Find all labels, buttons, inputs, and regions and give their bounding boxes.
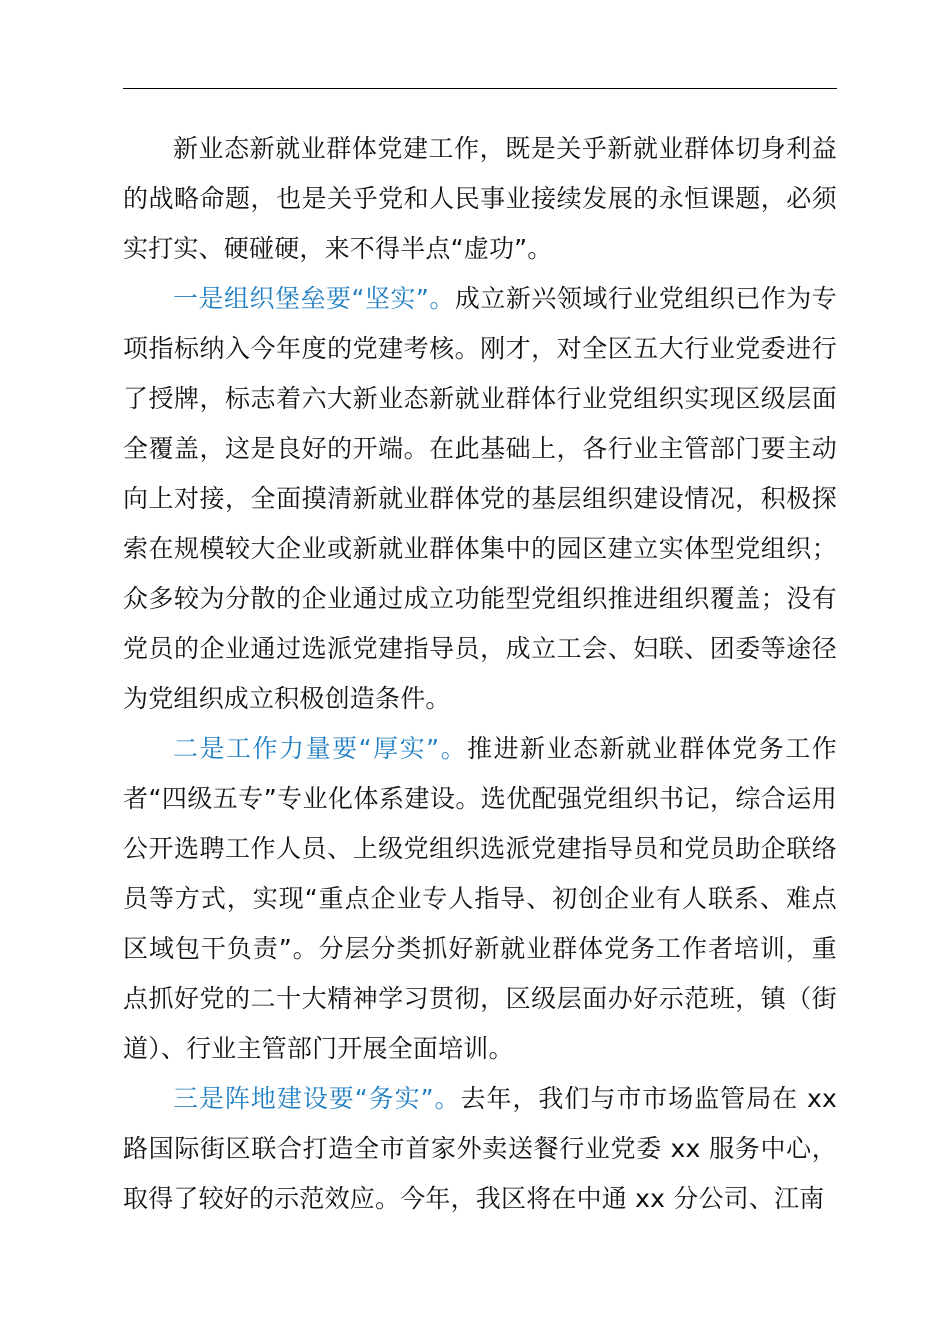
paragraph-facilities [123, 1074, 837, 1224]
paragraph-workforce [123, 724, 837, 1074]
paragraph-organization-heading: 一是组织堡垒要“坚实”。 [173, 284, 455, 313]
paragraph-intro [123, 124, 837, 274]
paragraph-organization [123, 274, 837, 724]
paragraph-facilities-heading: 三是阵地建设要“务实”。 [173, 1084, 461, 1113]
paragraph-organization-text: 成立新兴领域行业党组织已作为专项指标纳入今年度的党建考核。刚才，对全区五大行业党委进行了授牌，标志着六大新业态新就业群体行业党组织实现区级层面全覆盖，这是良好的开端。在此基础上，各行业主管部门要主动向上对接，全面摸清新就业群体党的基层组织建设情况，积极探索在规模较大企业或新就业群体集中的园区建立实体型党组织；众多较为分散的企业通过成立功能型党组织推进组织覆盖；没有党员的企业通过选派党建指导员，成立工会、妇联、团委等途径为党组织成立积极创造条件。 [123, 284, 837, 713]
paragraph-workforce-text: 推进新业态新就业群体党务工作者“四级五专”专业化体系建设。选优配强党组织书记，综合运用公开选聘工作人员、上级党组织选派党建指导员和党员助企联络员等方式，实现“重点企业专人指导、初创企业有人联系、难点区域包干负责”。分层分类抓好新就业群体党务工作者培训，重点抓好党的二十大精神学习贯彻，区级层面办好示范班，镇（街道）、行业主管部门开展全面培训。 [123, 734, 837, 1063]
paragraph-facilities-text: 去年，我们与市市场监管局在 xx 路国际街区联合打造全市首家外卖送餐行业党委 xx 服务中心，取得了较好的示范效应。今年，我区将在中通 xx 分公司、江南 [123, 1084, 837, 1213]
document-body [123, 124, 837, 1224]
header-rule [123, 88, 837, 89]
paragraph-intro-text: 新业态新就业群体党建工作，既是关乎新就业群体切身利益的战略命题，也是关乎党和人民事业接续发展的永恒课题，必须实打实、硬碰硬，来不得半点“虚功”。 [123, 134, 837, 263]
paragraph-workforce-heading: 二是工作力量要“厚实”。 [173, 734, 468, 763]
